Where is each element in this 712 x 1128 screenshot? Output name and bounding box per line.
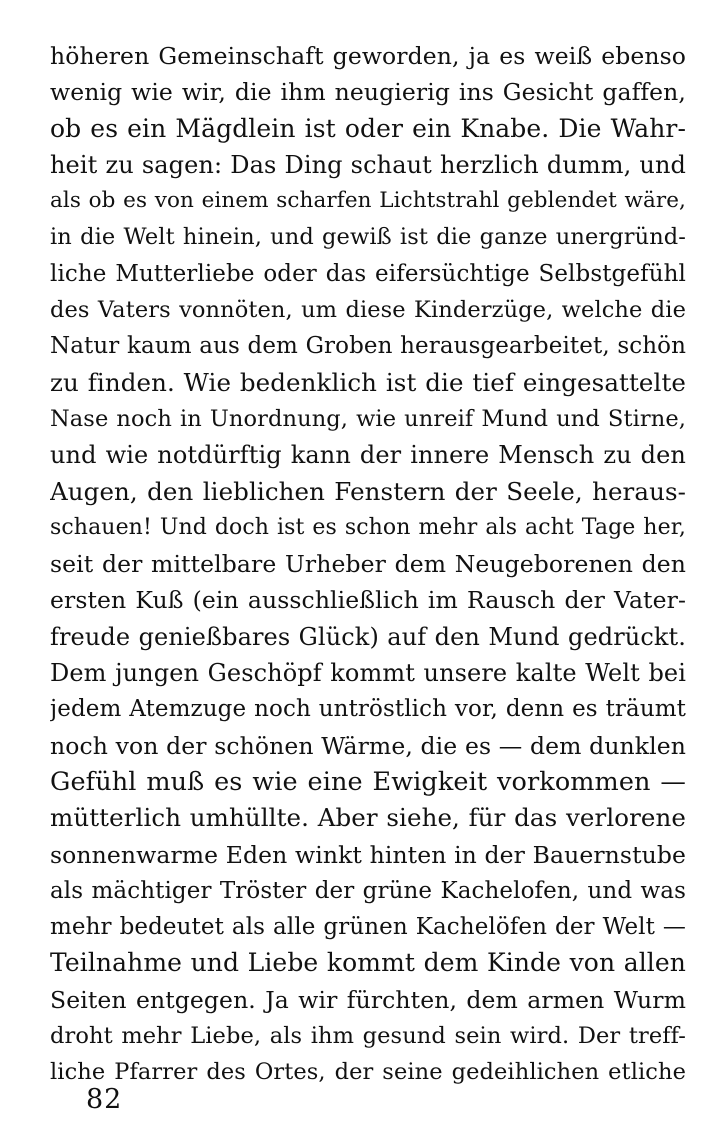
text-line: ob es ein Mägdlein ist oder ein Knabe. Die Wahr- [50, 113, 686, 143]
text-line: jedem Atemzuge noch untröstlich vor, denn es träumt [50, 696, 686, 723]
text-line: des Vaters vonnöten, um diese Kinderzüge, welche die [50, 297, 686, 324]
text-line: freude genießbares Glück) auf den Mund gedrückt. [50, 622, 686, 651]
text-line: höheren Gemeinschaft geworden, ja es weiß ebenso [50, 42, 686, 70]
text-line: seit der mittelbare Urheber dem Neugeborenen den [50, 550, 686, 579]
text-line: noch von der schönen Wärme, die es — dem dunklen [50, 731, 686, 760]
text-line: Augen, den lieblichen Fenstern der Seele, heraus- [50, 476, 686, 506]
text-line: ersten Kuß (ein ausschließlich im Rausch der Vater- [50, 586, 686, 615]
text-line: mütterlich umhüllte. Aber siehe, für das verlorene [50, 803, 686, 833]
text-line: mehr bedeutet als alle grünen Kachelöfen der Welt — [50, 914, 686, 941]
text-line: sonnenwarme Eden winkt hinten in der Bauernstube [50, 840, 686, 869]
text-line: schauen! Und doch ist es schon mehr als acht Tage her, [50, 514, 686, 540]
page-number: 82 [86, 1084, 123, 1115]
text-line: liche Pfarrer des Ortes, der seine gedeihlichen etliche [50, 1059, 686, 1086]
text-line: Dem jungen Geschöpf kommt unsere kalte Welt bei [50, 659, 686, 688]
text-line: heit zu sagen: Das Ding schaut herzlich dumm, und [50, 150, 686, 179]
text-line: zu finden. Wie bedenklich ist die tief eingesattelte [50, 367, 686, 397]
text-line: in die Welt hinein, und gewiß ist die ganze unergründ- [50, 224, 686, 251]
text-line: Teilnahme und Liebe kommt dem Kinde von allen [50, 948, 686, 978]
text-line: und wie notdürftig kann der innere Mensch zu den [50, 441, 686, 470]
body-text [50, 38, 686, 1091]
text-line: Nase noch in Unordnung, wie unreif Mund und Stirne, [50, 405, 686, 432]
text-line: Gefühl muß es wie eine Ewigkeit vorkommen — [50, 766, 686, 797]
text-line: als mächtiger Tröster der grüne Kachelofen, und was [50, 877, 686, 904]
text-line: Seiten entgegen. Ja wir fürchten, dem armen Wurm [50, 985, 686, 1014]
text-line: liche Mutterliebe oder das eifersüchtige Selbstgefühl [50, 260, 686, 287]
text-line: Natur kaum aus dem Groben herausgearbeitet, schön [50, 333, 686, 360]
text-line: wenig wie wir, die ihm neugierig ins Gesicht gaffen, [50, 78, 686, 107]
text-line: droht mehr Liebe, als ihm gesund sein wird. Der treff- [50, 1023, 686, 1050]
text-line: als ob es von einem scharfen Lichtstrahl geblendet wäre, [50, 188, 686, 214]
